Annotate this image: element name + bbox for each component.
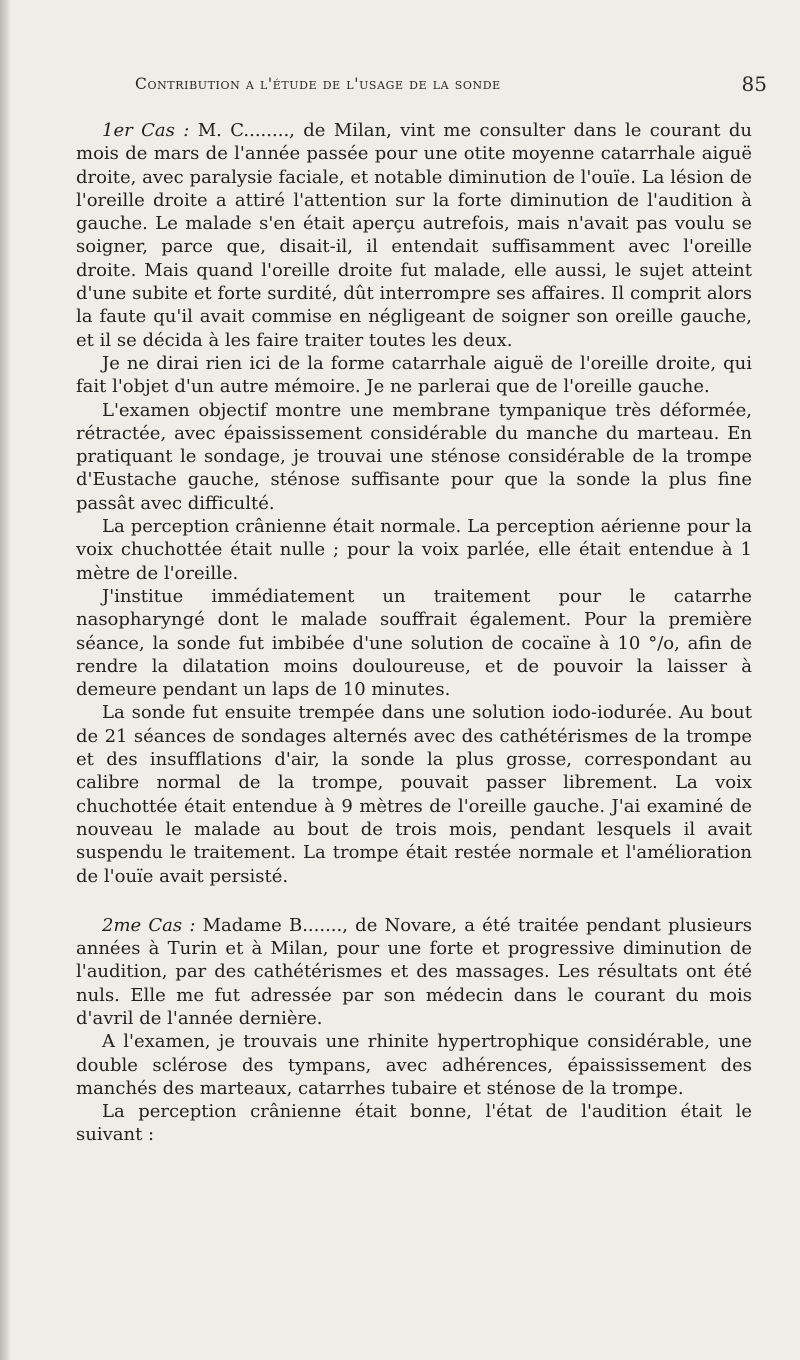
paragraph-text: M. C........, de Milan, vint me consulter dans le courant du mois de mars de l'année passée pour une otite moyenne catarrhale aiguë droite, avec paralysie faciale, et notable diminution de l'ouïe. La lésion de l'oreille droite a attiré l'attention sur la forte diminution de l'audition à gauche. Le malade s'en était aperçu autrefois, mais n'avait pas voulu se soigner, parce que, disait-il, il entendait suffisamment avec l'oreille droite. Mais quand l'oreille droite fut malade, elle aussi, le sujet atteint d'une subite et forte surdité, dût interrompre ses affaires. Il comprit alors la faute qu'il avait commise en négligeant de soigner son oreille gauche, et il se décida à les faire traiter toutes les deux. <box>76 120 752 351</box>
paragraph <box>76 119 752 352</box>
paragraph: Je ne dirai rien ici de la forme catarrhale aiguë de l'oreille droite, qui fait l'objet d'un autre mémoire. Je ne parlerai que de l'oreille gauche. <box>76 352 752 398</box>
case-label: 1er Cas : <box>102 120 190 141</box>
paragraph: J'institue immédiatement un traitement pour le catarrhe nasopharyngé dont le malade souffrait également. Pour la première séance, la sonde fut imbibée d'une solution de cocaïne à 10 °/o, afin de rendre la dilatation moins douloureuse, et de pouvoir la laisser à demeure pendant un laps de 10 minutes. <box>76 585 752 701</box>
case-label: 2me Cas : <box>102 914 196 936</box>
paragraph <box>76 914 752 1030</box>
paragraph: La perception crânienne était normale. La perception aérienne pour la voix chuchottée était nulle ; pour la voix parlée, elle était entendue à 1 mètre de l'oreille. <box>76 516 752 584</box>
running-head <box>135 72 775 98</box>
running-title: Contribution a l'étude de l'usage de la sonde <box>135 75 501 93</box>
page-number: 85 <box>741 72 767 96</box>
paragraph: La sonde fut ensuite trempée dans une solution iodo-iodurée. Au bout de 21 séances de sondages alternés avec des cathétérismes de la trompe et des insufflations d'air, la sonde la plus grosse, correspondant au calibre normal de la trompe, pouvait passer librement. La voix chuchottée était entendue à 9 mètres de l'oreille gauche. J'ai examiné de nouveau le malade au bout de trois mois, pendant lesquels il avait suspendu le traitement. La trompe était restée normale et l'amélioration de l'ouïe avait persisté. <box>76 702 752 887</box>
body-text <box>76 119 752 1147</box>
paragraph: A l'examen, je trouvais une rhinite hypertrophique considérable, une double sclérose des tympans, avec adhérences, épaississement des manchés des marteaux, catarrhes tubaire et sténose de la trompe. <box>76 1031 752 1099</box>
paragraph: L'examen objectif montre une membrane tympanique très déformée, rétractée, avec épaississement considérable du manche du marteau. En pratiquant le sondage, je trouvai une sténose considérable de la trompe d'Eustache gauche, sténose suffisante pour que la sonde la plus fine passât avec difficulté. <box>76 399 752 514</box>
paragraph: La perception crânienne était bonne, l'état de l'audition était le suivant : <box>76 1101 752 1146</box>
paragraph-text: Madame B......., de Novare, a été traitée pendant plusieurs années à Turin et à Milan, pour une forte et progressive diminution de l'audition, par des cathétérismes et des massages. Les résultats ont été nuls. Elle me fut adressée par son médecin dans le courant du mois d'avril de l'année dernière. <box>76 914 752 1029</box>
